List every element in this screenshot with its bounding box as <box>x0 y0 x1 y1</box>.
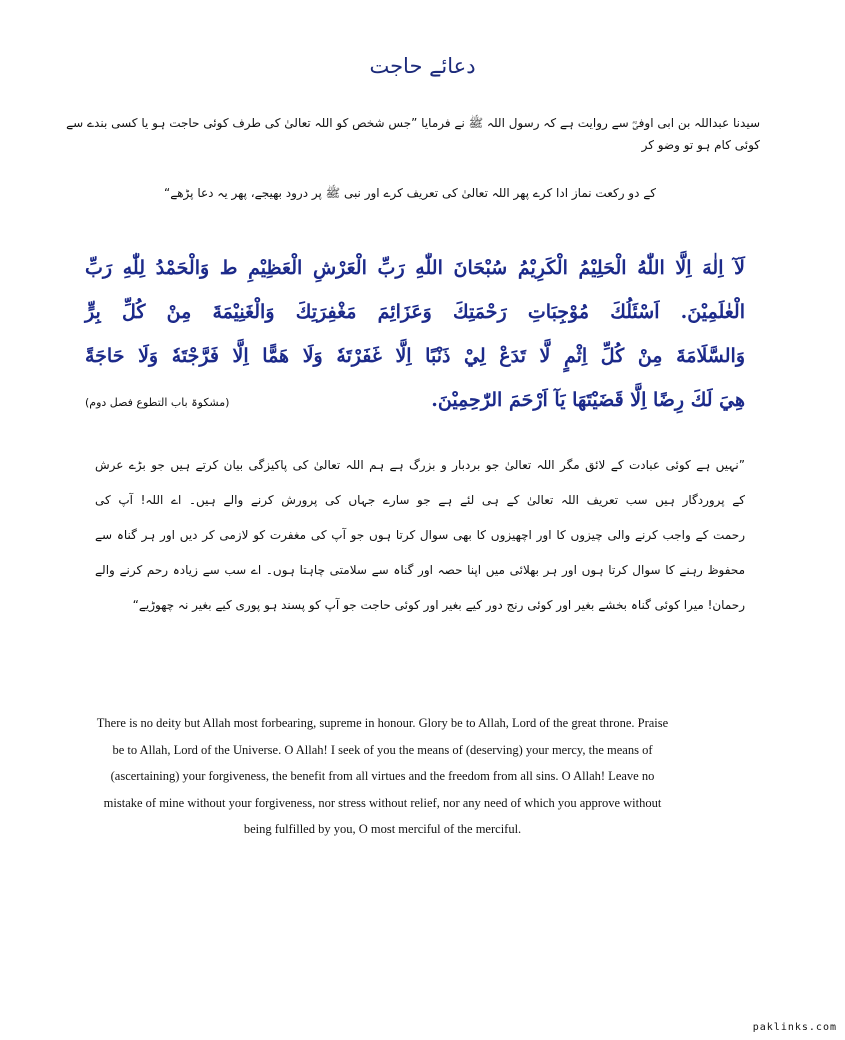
urdu-line: رحمان! میرا کوئی گناہ بخشے بغیر اور کوئی رنج دور کیے بغیر اور کوئی حاجت جو آپ کو پسند ہو پوری کیے بغیر نہ چھوڑیے“ <box>132 598 745 612</box>
urdu-line: کے پروردگار ہیں سب تعریف اللہ تعالیٰ کے ہی لئے ہے جو سارے جہاں کی پرورش کرنے والے ہیں۔ اے اللہ! آپ کی <box>95 493 745 507</box>
intro-line: کے دو رکعت نماز ادا کرے پھر اللہ تعالیٰ کی تعریف کرے اور نبی ﷺ پر درود بھیجے، پھر یہ دعا پڑھے“ <box>163 186 657 200</box>
urdu-line: ”نہیں ہے کوئی عبادت کے لائق مگر اللہ تعالیٰ جو بردبار و بزرگ ہے ہم اللہ تعالیٰ کی پاکیزگی بیان کرتے ہیں جو بڑے عرش <box>95 458 745 472</box>
urdu-translation <box>95 455 745 615</box>
arabic-line: الْعٰلَمِيْنَ. اَسْئَلُكَ مُوْجِبَاتِ رَحْمَتِكَ وَعَزَائِمَ مَغْفِرَتِكَ وَالْغَنِيْمَةَ مِنْ كُلِّ بِرٍّ <box>85 301 745 323</box>
hadith-reference: (مشکوۃ باب التطوع فصل دوم) <box>85 396 230 409</box>
arabic-dua <box>85 252 745 419</box>
intro-line: سیدنا عبداللہ بن ابی اوفیؓ سے روایت ہے کہ رسول اللہ ﷺ نے فرمایا ”جس شخص کو اللہ تعالیٰ کی طرف کوئی حاجت ہو یا کسی بندے سے کوئی کام ہو تو وضو کر <box>66 116 760 152</box>
arabic-line: وَالسَّلَامَةَ مِنْ كُلِّ اِثْمٍ لَّا تَدَعْ لِيْ ذَنْبًا اِلَّا غَفَرْتَهٗ وَلَا هَمًّا اِلَّا فَرَّجْتَهٗ وَلَا حَاجَةً <box>85 345 745 367</box>
page-title: دعائے حاجت <box>369 54 476 78</box>
urdu-line: رحمت کے واجب کرنے والی چیزوں کا اور اچھیزوں کا بھی سوال کرتا ہوں جو آپ کی مغفرت کو لازمی کر دیں اور ہر گناہ سے <box>95 528 745 542</box>
urdu-line: محفوظ رہنے کا سوال کرتا ہوں اور ہر بھلائی میں اپنا حصہ اور گناہ سے سلامتی چاہتا ہوں۔ اے سب سے زیادہ رحم کرنے والے <box>95 563 745 577</box>
arabic-last-row <box>85 384 745 419</box>
arabic-line: لَآ اِلٰهَ اِلَّا اللّٰهُ الْحَلِيْمُ الْكَرِيْمُ سُبْحَانَ اللّٰهِ رَبِّ الْعَرْشِ الْعَظِيْمِ ط وَالْحَمْدُ لِلّٰهِ رَبِّ <box>85 257 745 279</box>
arabic-line: هِيَ لَكَ رِضًا اِلَّا قَضَيْتَهَا يَآ اَرْحَمَ الرّٰحِمِيْنَ. <box>431 389 745 411</box>
site-watermark: paklinks.com <box>752 1022 837 1033</box>
english-translation: There is no deity but Allah most forbearing, supreme in honour. Glory be to Allah, Lord of the great throne. Praise be to Allah, Lord of the Universe. O Allah! I seek of you the means of (deserving) your mercy, the means of (ascertaining) your forgiveness, the benefit from all virtues and the freedom from all sins. O Allah! Leave no mistake of mine without your forgiveness, nor stress without relief, nor any need of which you approve without being fulfilled by you, O most merciful of the merciful. <box>96 716 669 836</box>
intro-paragraph <box>60 112 760 204</box>
